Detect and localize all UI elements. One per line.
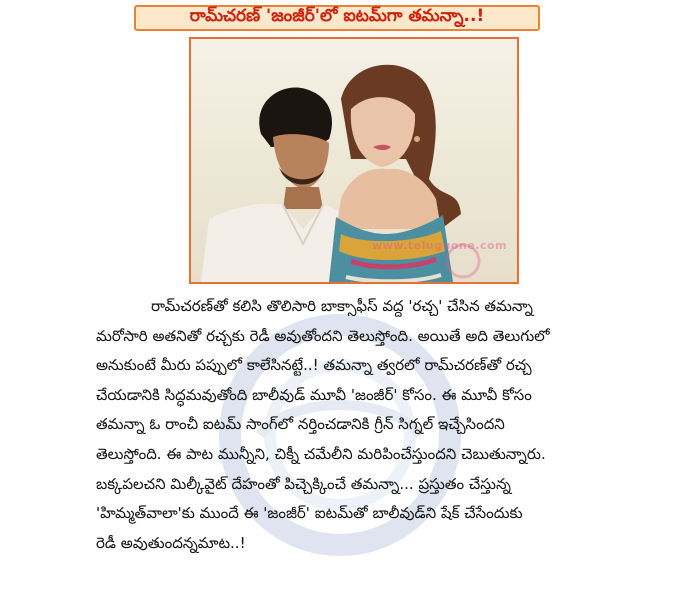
article-line-8: 'హిమ్మత్‌వాలా'కు ముందే ఈ 'జంజీర్' ఐటమ్‌తో బాలీవుడ్‌ని షేక్ చేసేందుకు bbox=[96, 504, 523, 523]
article-line-6: తెలుస్తోంది. ఈ పాట మున్నీని, చిక్నీ చమేలీని మరిపించేస్తుందని చెబుతున్నారు. bbox=[96, 444, 546, 463]
article-line-1: రామ్‌చరణ్‌తో కలిసి తొలిసారి బాక్సాఫీస్ వద్ద 'రచ్చ' చేసిన తమన్నా bbox=[151, 297, 533, 315]
headline: రామ్‌చరణ్ 'జంజీర్'లో ఐటమ్‌గా తమన్నా..! bbox=[134, 5, 540, 31]
article-line-4: చేయడానికి సిద్ధమవుతోంది బాలీవుడ్ మూవీ 'జంజీర్' కోసం. ఈ మూవీ కోసం bbox=[96, 385, 532, 404]
article-line-7: బక్కపలచని మిల్కీవైట్ దేహంతో పిచ్చెక్కించే తమన్నా... ప్రస్తుతం చేస్తున్న bbox=[96, 474, 511, 493]
article-body bbox=[96, 292, 661, 558]
photo-watermark: www.teluguone.com bbox=[371, 239, 507, 252]
article-photo bbox=[189, 37, 519, 284]
article-line-9: రెడీ అవుతుందన్నమాట..! bbox=[96, 533, 246, 552]
article-line-3: అనుకుంటే మీరు పప్పులో కాలేసినట్టే..! తమన్నా త్వరలో రామ్‌చరణ్‌తో రచ్చ bbox=[96, 356, 532, 375]
article-line-2: మరోసారి అతనితో రచ్చకు రెడీ అవుతోందని తెలుస్తోంది. అయితే అది తెలుగులో bbox=[96, 326, 550, 345]
article-line-5: తమన్నా ఓ రాంచీ ఐటమ్ సాంగ్‌లో నర్తించడానికి గ్రీన్ సిగ్నల్ ఇచ్చేసిందని bbox=[96, 415, 505, 434]
